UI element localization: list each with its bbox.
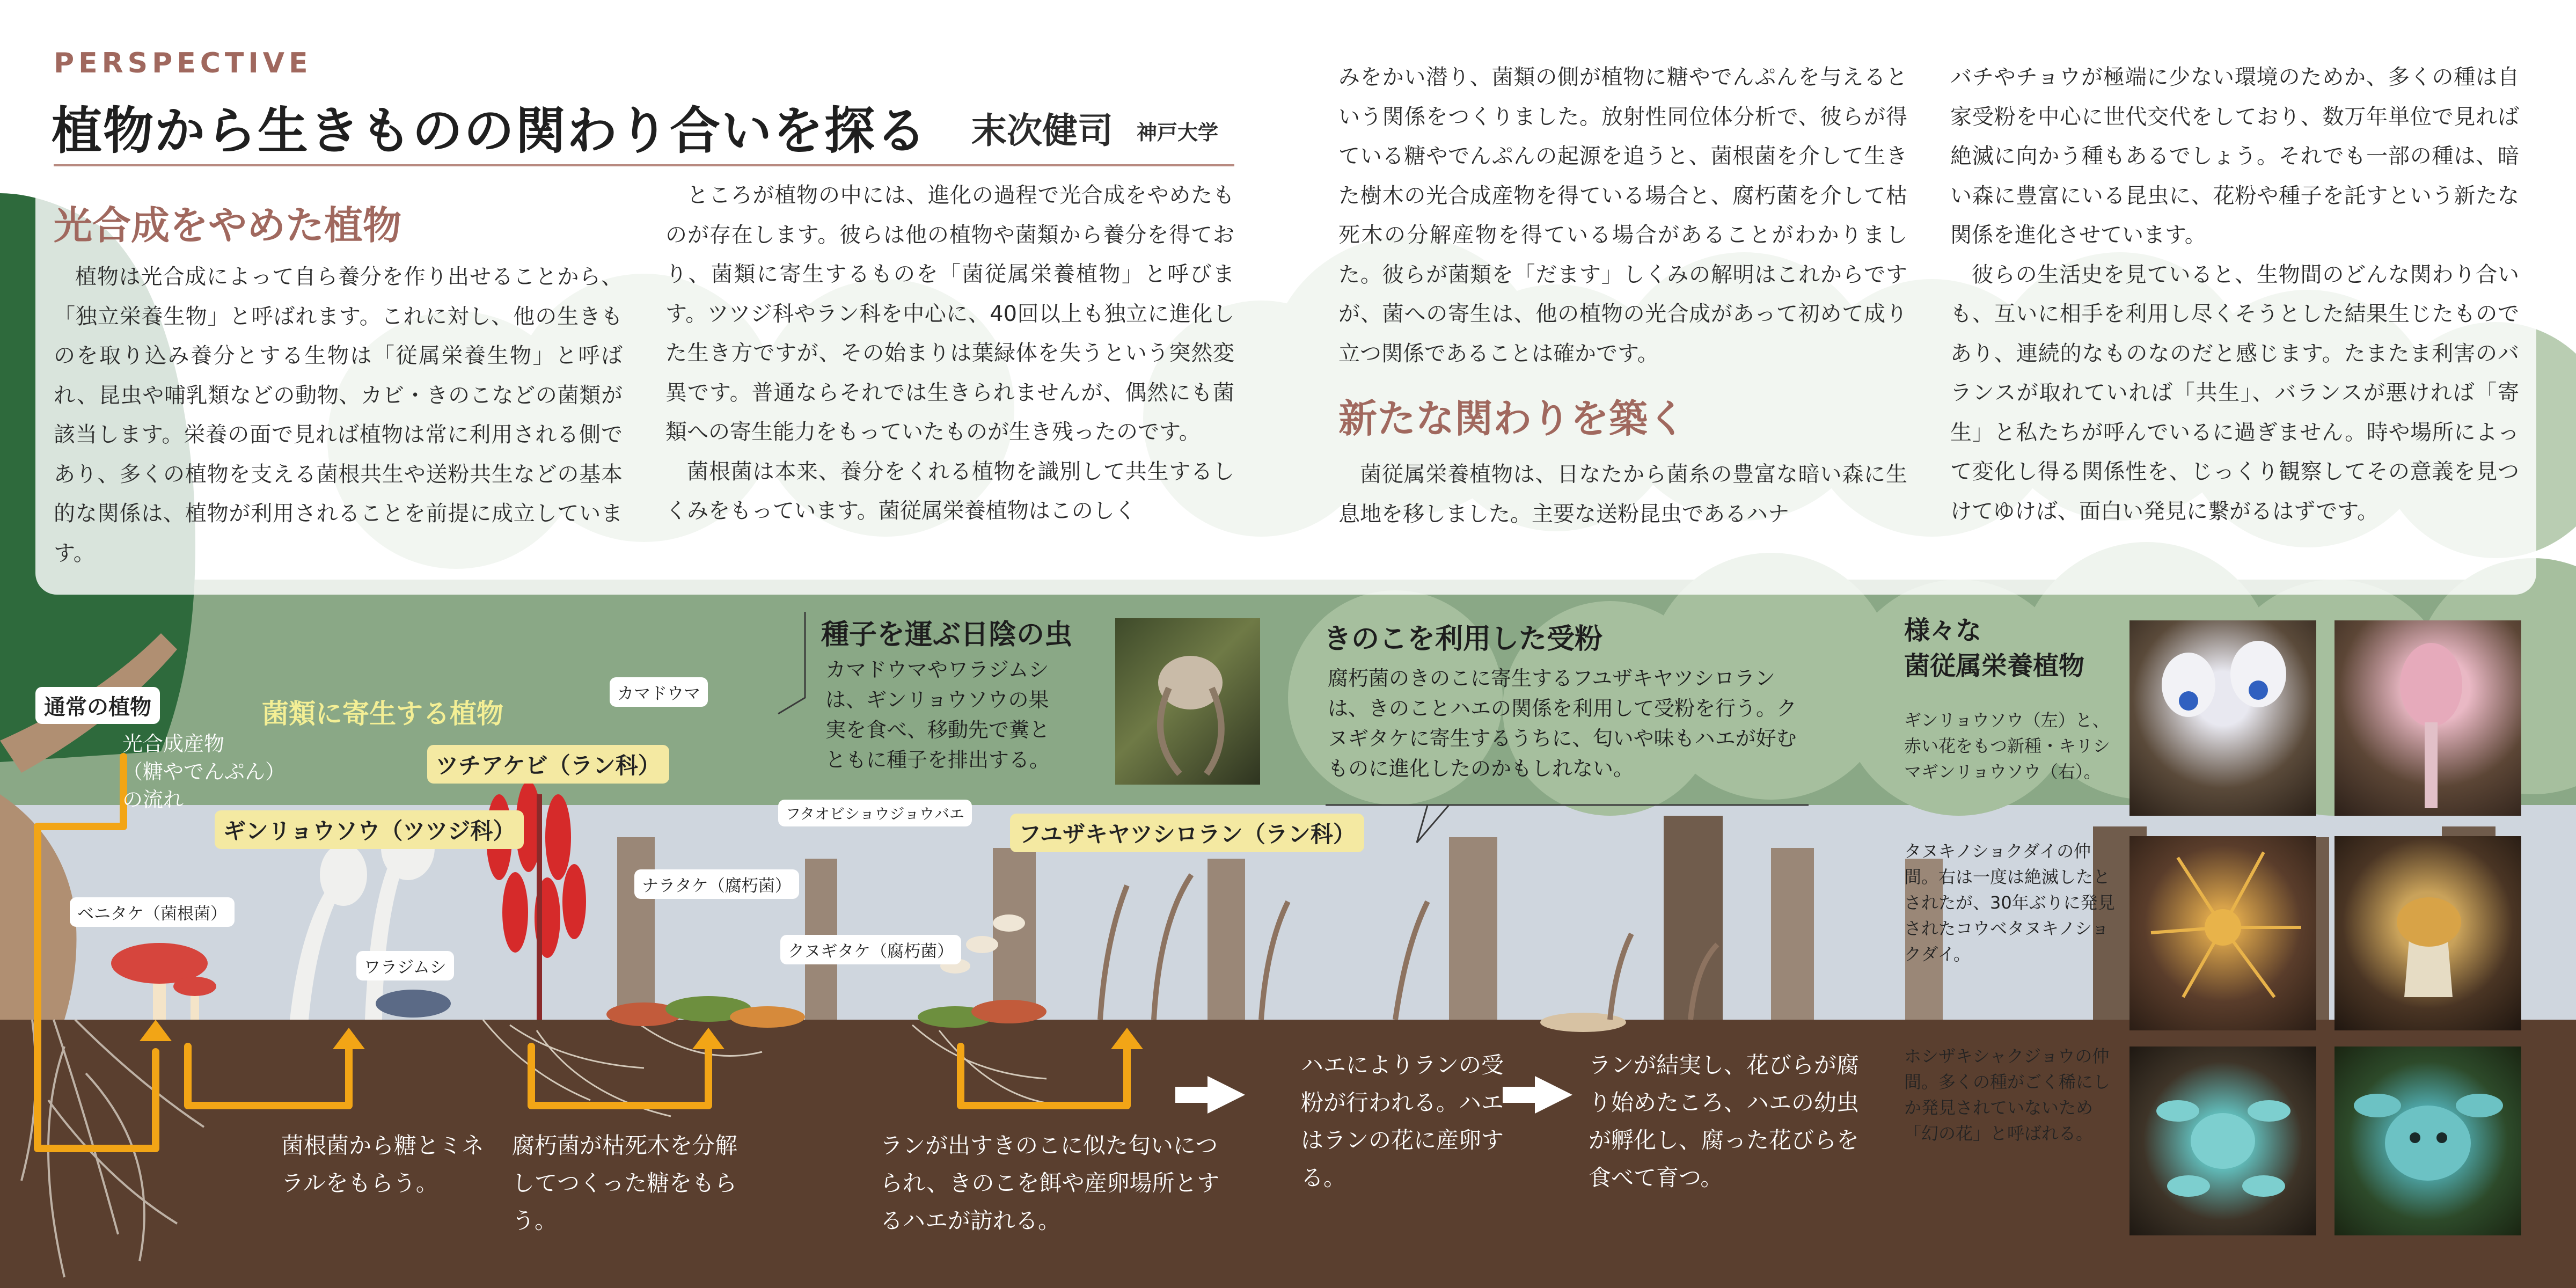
label-futaobi: フタオビショウジョウバエ (778, 800, 972, 826)
ground-text-1: 菌根菌から糖とミネラルをもらう。 (281, 1132, 485, 1196)
photo-hoshizaki-2 (2334, 1046, 2521, 1235)
caption-parasitic-plants: 菌類に寄生する植物 (262, 698, 503, 729)
photo-koube-tanukinoshokudai (2334, 836, 2521, 1030)
article-column-4 (1950, 58, 2519, 531)
label-normal-plant: 通常の植物 (35, 687, 160, 724)
paragraph: 菌従属栄養植物は、日なたから菌糸の豊富な暗い森に生息地を移しました。主要な送粉昆虫であるハナ (1338, 462, 1907, 526)
mushroom-box-title: きのこを利用した受粉 (1323, 623, 1603, 655)
paragraph: みをかい潜り、菌類の側が植物に糖やでんぷんを与えるという関係をつくりました。放射性同位体分析で、彼らが得ている糖やでんぷんの起源を追うと、菌根菌を介して生きた樹木の光合成産物を得ている場合と、腐朽菌を介して枯死木の分解産物を得ている場合があることがわかりました。彼らが菌類を「だます」しくみの解明はこれからですが、菌への寄生は、他の植物の光合成があって初めて成り立つ関係であることは確かです。 (1338, 65, 1907, 366)
ground-text-5: ランが結実し、花びらが腐り始めたころ、ハエの幼虫が孵化し、腐った花びらを食べて育つ。 (1589, 1052, 1860, 1191)
section-heading-2: 新たな関わりを築く (1338, 396, 1687, 441)
label-naratake: ナラタケ（腐朽菌） (634, 869, 799, 899)
flow-note-line: （糖やでんぷん） (122, 760, 286, 784)
flow-note (122, 730, 286, 814)
photo-hoshizaki-1 (2129, 1046, 2316, 1235)
article-column-2 (665, 176, 1234, 531)
photo-kirishima-ginryoso (2334, 620, 2521, 816)
ground-text-3: ランが出すきのこに似た匂いにつられ、きのこを餌や産卵場所とするハエが訪れる。 (880, 1132, 1220, 1234)
label-kamadouma: カマドウマ (610, 677, 708, 707)
kicker: PERSPECTIVE (54, 47, 312, 79)
sidebar-title (1904, 613, 2084, 684)
photo-ginryoso (2129, 620, 2316, 816)
section-heading-1: 光合成をやめた植物 (54, 203, 402, 248)
article-column-1 (54, 258, 623, 573)
ground-text-2: 腐朽菌が枯死木を分解してつくった糖をもらう。 (512, 1132, 738, 1234)
flow-note-line: 光合成産物 (122, 732, 225, 756)
author-affiliation: 神戸大学 (1137, 121, 1219, 144)
label-kunugitake: クヌギタケ（腐朽菌） (780, 935, 961, 964)
ground-text-4: ハエによりランの受粉が行われる。ハエはランの花に産卵する。 (1301, 1052, 1504, 1191)
mushroom-box-body: 腐朽菌のきのこに寄生するフユザキヤツシロランは、きのことハエの関係を利用して受粉を行う。クヌギタケに寄生するうちに、匂いや味もハエが好むものに進化したのかもしれない。 (1328, 667, 1797, 780)
page-title: 植物から生きものの関わり合いを探る (52, 102, 928, 160)
author-name: 末次健司 (971, 110, 1113, 151)
seed-box-body: カマドウマやワラジムシは、ギンリョウソウの果実を食べ、移動先で糞とともに種子を排出する。 (825, 658, 1050, 772)
photo-tanukinoshokudai (2129, 836, 2316, 1030)
paragraph: バチやチョウが極端に少ない環境のためか、多くの種は自家受粉を中心に世代交代をしており、数万年単位で見れば絶滅に向かう種もあるでしょう。それでも一部の種は、暗い森に豊富にいる昆虫に、花粉や種子を託すという新たな関係を進化させています。 (1950, 65, 2519, 247)
paragraph: 彼らの生活史を見ていると、生物間のどんな関わり合いも、互いに相手を利用し尽くそうとした結果生じたものであり、連続的なものなのだと感じます。たまたま利害のバランスが取れていれば「共生」、バランスが悪ければ「寄生」と私たちが呼んでいるに過ぎません。時や場所によって変化し得る関係性を、じっくり観察してその意義を見つけてゆけば、面白い発見に繋がるはずです。 (1950, 262, 2519, 524)
cricket-photo (1115, 618, 1260, 785)
label-warajimushi: ワラジムシ (356, 951, 454, 980)
article-column-3 (1338, 58, 1907, 534)
flow-note-line: の流れ (122, 788, 184, 811)
label-ginryoso: ギンリョウソウ（ツツジ科） (215, 810, 524, 849)
label-tsuchiakebi: ツチアケビ（ラン科） (427, 745, 669, 784)
sidebar-caption-3: ホシザキシャクジョウの仲間。多くの種がごく稀にしか発見されていないため「幻の花」と呼ばれる。 (1904, 1046, 2111, 1144)
sidebar-title-line: 菌従属栄養植物 (1904, 651, 2085, 681)
seed-box-title: 種子を運ぶ日陰の虫 (821, 619, 1073, 651)
paragraph: 菌根菌は本来、養分をくれる植物を識別して共生するしくみをもっています。菌従属栄養植物はこのしく (665, 459, 1234, 523)
title-rule (54, 164, 1234, 166)
label-fuyuzaki-orchid: フユザキヤツシロラン（ラン科） (1010, 814, 1364, 852)
paragraph: 植物は光合成によって自ら養分を作り出せることから、「独立栄養生物」と呼ばれます。これに対し、他の生きものを取り込み養分とする生物は「従属栄養生物」と呼ばれ、昆虫や哺乳類などの動物、カビ・きのこなどの菌類が該当します。栄養の面で見れば植物は常に利用される側であり、多くの植物を支える菌根共生や送粉共生などの基本的な関係は、植物が利用されることを前提に成立しています。 (54, 265, 623, 566)
paragraph: ところが植物の中には、進化の過程で光合成をやめたものが存在します。彼らは他の植物や菌類から養分を得ており、菌類に寄生するものを「菌従属栄養植物」と呼びます。ツツジ科やラン科を中心に、40回以上も独立に進化した生き方ですが、その始まりは葉緑体を失うという突然変異です。普通ならそれでは生きられませんが、偶然にも菌類への寄生能力をもっていたものが生き残ったのです。 (665, 183, 1234, 444)
sidebar-caption-1: ギンリョウソウ（左）と、赤い花をもつ新種・キリシマギンリョウソウ（右）。 (1904, 710, 2111, 782)
label-benitake: ベニタケ（菌根菌） (70, 897, 235, 927)
sidebar-caption-2: タヌキノショクダイの仲間。右は一度は絶滅したとされたが、30年ぶりに発見されたコウベタヌキノショクダイ。 (1904, 841, 2115, 964)
sidebar-title-line: 様々な (1904, 616, 1982, 646)
